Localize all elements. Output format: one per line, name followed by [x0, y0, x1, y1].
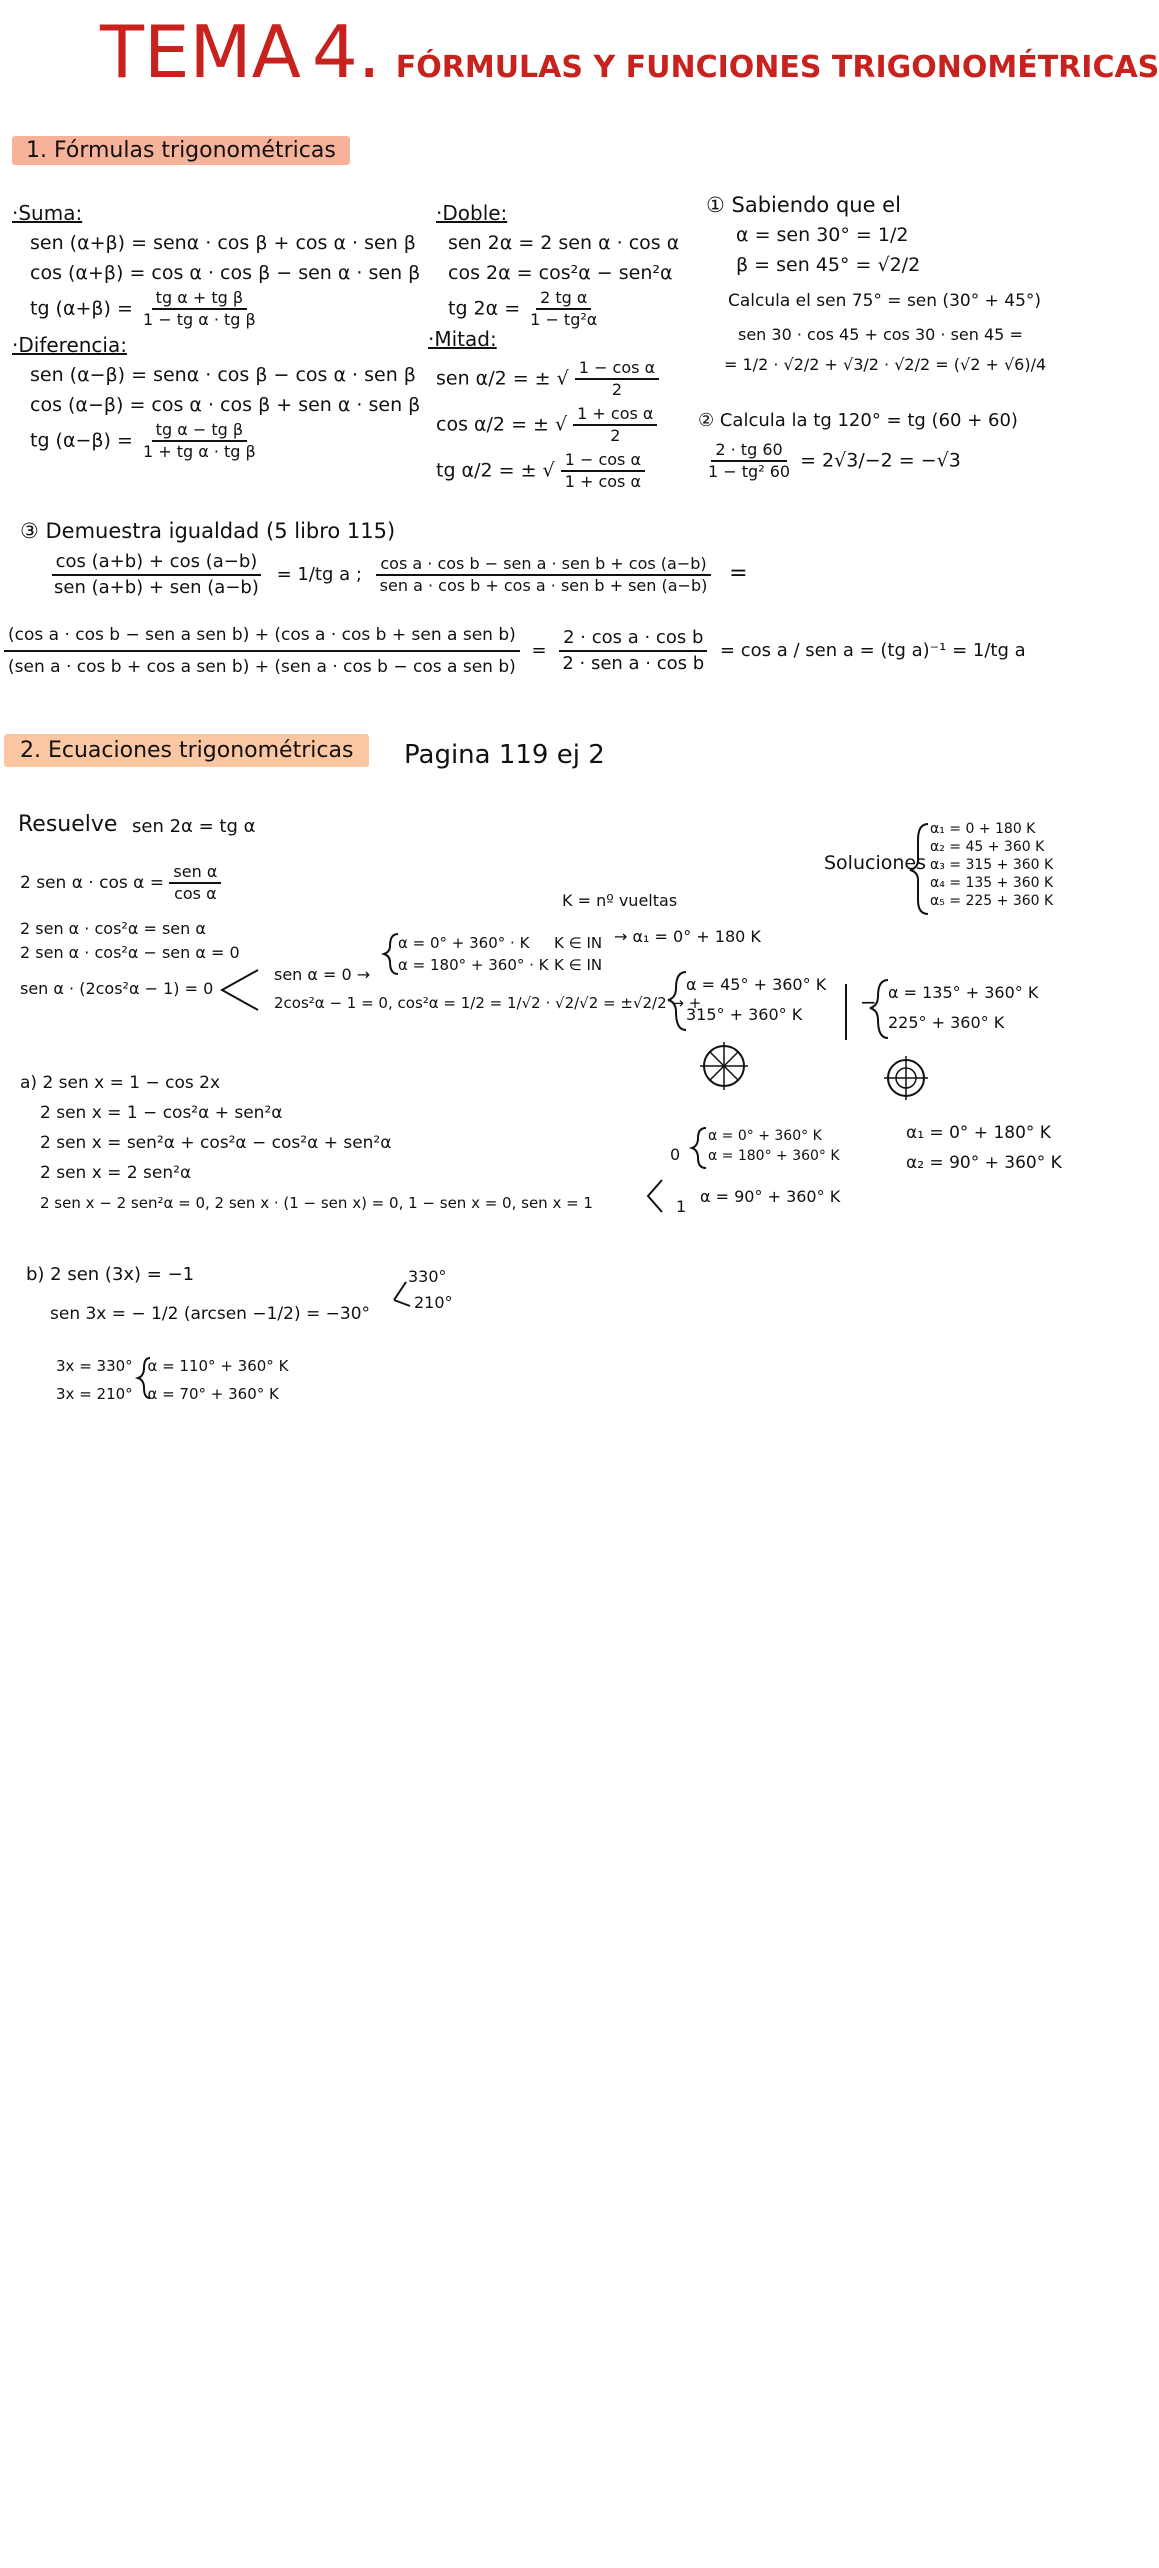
suma-line2: cos (α+β) = cos α · cos β − sen α · sen β [30, 262, 421, 284]
step1-fraction [169, 862, 221, 904]
branch2-minus: − [860, 990, 877, 1014]
ex3-lhs-rhs: = 1/tg a ; [276, 564, 362, 585]
step1-den: cos α [174, 884, 217, 903]
part-a-zero-sol2: α = 180° + 360° K [708, 1148, 840, 1164]
diferencia-label: ·Diferencia: [12, 333, 127, 357]
soluciones-list [930, 820, 1053, 910]
ex2-num: 2 · tg 60 [711, 440, 786, 462]
suma-tg-num: tg α + tg β [152, 288, 247, 310]
part-a-zero-sol1: α = 0° + 360° K [708, 1128, 822, 1144]
resuelve-step1 [20, 862, 221, 904]
kin-2: K ∈ IN [554, 956, 603, 974]
solucion-item: α₄ = 135 + 360 K [930, 875, 1054, 891]
solucion-item: α₂ = 45 + 360 K [930, 839, 1045, 855]
branch2-sol4: 225° + 360° K [888, 1013, 1005, 1032]
diferencia-tg-den: 1 + tg α · tg β [142, 442, 256, 461]
part-b-3x-330: 3x = 330° [56, 1357, 133, 1375]
step1-num: sen α [169, 862, 221, 884]
diferencia-tg-num: tg α − tg β [152, 420, 247, 442]
ex2-fraction [704, 440, 794, 482]
doble-line3-left: tg 2α = [448, 297, 521, 320]
mitad-line3 [436, 450, 659, 492]
branch2-solutions [686, 970, 826, 1030]
part-a-zero-solutions [708, 1126, 840, 1166]
part-b-line2: sen 3x = − 1/2 (arcsen −1/2) = −30° [50, 1304, 371, 1324]
diferencia-line2: cos (α−β) = cos α · cos β + sen α · sen β [30, 394, 421, 416]
mitad-tg-left: tg α/2 = ± √ [436, 459, 555, 482]
mitad-sen-num: 1 − cos α [575, 358, 659, 380]
suma-line1: sen (α+β) = senα · cos β + cos α · sen β [30, 232, 416, 254]
step1-left: 2 sen α · cos α = [20, 873, 164, 893]
part-a-result2: α₂ = 90° + 360° K [906, 1153, 1062, 1173]
title-tema: TEMA [100, 10, 301, 94]
ex3-lhs-den: sen (a+b) + sen (a−b) [54, 577, 259, 598]
mitad-label: ·Mitad: [428, 327, 497, 351]
part-a-line4: 2 sen x = 2 sen²α [40, 1163, 192, 1183]
unit-circle-sketch-2 [884, 1056, 928, 1100]
mitad-sen-den: 2 [611, 380, 623, 399]
branch2-sol2: 315° + 360° K [686, 1005, 803, 1024]
ex3-r-num: 2 · cos a · cos b [559, 626, 707, 652]
ex1-line3: β = sen 45° = √2/2 [736, 254, 921, 276]
branch1-sol1: α = 0° + 360° · K [398, 934, 530, 952]
ex1-line6: = 1/2 · √2/2 + √3/2 · √2/2 = (√2 + √6)/4 [724, 355, 1047, 374]
mitad-cos-left: cos α/2 = ± √ [436, 413, 568, 436]
doble-tg-num: 2 tg α [536, 288, 591, 310]
ex3-r-rest: = cos a / sen a = (tg a)⁻¹ = 1/tg a [719, 640, 1026, 661]
ex3-exp-num: cos a · cos b − sen a · sen b + cos (a−b) [376, 554, 710, 576]
mitad-cos-den: 2 [610, 426, 621, 445]
resuelve-step3: 2 sen α · cos²α − sen α = 0 [20, 943, 240, 962]
part-a-line2: 2 sen x = 1 − cos²α + sen²α [40, 1103, 283, 1123]
ex1-line5: sen 30 · cos 45 + cos 30 · sen 45 = [738, 325, 1023, 344]
suma-block [12, 198, 420, 330]
part-b-line1: b) 2 sen (3x) = −1 [26, 1264, 195, 1285]
ex3-big-fraction [4, 620, 520, 682]
solucion-item: α₃ = 315 + 360 K [930, 857, 1054, 873]
part-a-block [20, 1068, 593, 1218]
ex1-line2: α = sen 30° = 1/2 [736, 224, 909, 246]
part-a-line3: 2 sen x = sen²α + cos²α − cos²α + sen²α [40, 1133, 392, 1153]
exercise3-line2 [50, 550, 748, 600]
part-a-one-solution: α = 90° + 360° K [700, 1187, 841, 1206]
suma-tg-den: 1 − tg α · tg β [142, 310, 256, 329]
suma-line3-left: tg (α+β) = [30, 297, 133, 320]
doble-tg-den: 1 − tg²α [530, 310, 598, 329]
ex2-den: 1 − tg² 60 [708, 462, 791, 481]
exercise3-line3 [4, 620, 1026, 682]
ex3-exp-den: sen a · cos b + cos a · sen b + sen (a−b) [379, 576, 708, 595]
branch2-sol3: α = 135° + 360° K [888, 983, 1039, 1002]
section2-heading: 2. Ecuaciones trigonométricas [4, 734, 369, 767]
mitad-line1 [436, 358, 659, 400]
mitad-tg-fraction [561, 450, 645, 492]
part-b-angle2: 210° [414, 1293, 453, 1312]
part-b-sol1: α = 110° + 360° K [147, 1357, 289, 1375]
part-b-sol2: α = 70° + 360° K [147, 1385, 279, 1403]
part-a-zero-brace [692, 1128, 706, 1168]
ex3-eq: = [729, 561, 748, 586]
branch2-sol1: α = 45° + 360° K [686, 975, 827, 994]
title-rest: FÓRMULAS Y FUNCIONES TRIGONOMÉTRICAS [395, 50, 1159, 85]
step4-branch-bracket [222, 970, 258, 1010]
ex2-rest: = 2√3/−2 = −√3 [800, 449, 961, 472]
section1-heading: 1. Fórmulas trigonométricas [12, 136, 350, 165]
resuelve-equation: sen 2α = tg α [132, 816, 256, 837]
mitad-sen-fraction [575, 358, 659, 400]
k-note: K = nº vueltas [562, 891, 678, 910]
part-a-one: 1 [676, 1197, 687, 1216]
suma-tg-fraction [139, 288, 260, 330]
part-b-solutions [56, 1352, 288, 1408]
exercise1-block [706, 190, 1046, 380]
ex3-lhs-num: cos (a+b) + cos (a−b) [52, 550, 262, 576]
doble-block [436, 198, 679, 330]
part-a-bracket [648, 1180, 662, 1212]
part-b-3x-210: 3x = 210° [56, 1385, 133, 1403]
mitad-line2 [436, 404, 659, 446]
diferencia-tg-fraction [139, 420, 260, 462]
diferencia-line1: sen (α−β) = senα · cos β − cos α · sen β [30, 364, 416, 386]
ex3-result-fraction [558, 626, 708, 676]
part-a-line5: 2 sen x − 2 sen²α = 0, 2 sen x · (1 − sen x) = 0, 1 − sen x = 0, sen x = 1 [40, 1194, 593, 1212]
title-number: 4. [311, 10, 381, 94]
diferencia-line3-left: tg (α−β) = [30, 429, 133, 452]
part-a-line1: a) 2 sen x = 1 − cos 2x [20, 1073, 221, 1093]
soluciones-label: Soluciones [824, 852, 926, 874]
suma-label: ·Suma: [12, 201, 83, 225]
solucion-item: α₅ = 225 + 360 K [930, 893, 1054, 909]
page-reference: Pagina 119 ej 2 [404, 740, 605, 770]
part-a-results [906, 1118, 1062, 1178]
ex3-eq2: = [531, 640, 547, 661]
doble-label: ·Doble: [436, 201, 508, 225]
unit-circle-sketch-1 [700, 1042, 748, 1090]
resuelve-step4: sen α · (2cos²α − 1) = 0 [20, 979, 214, 998]
mitad-sen-left: sen α/2 = ± √ [436, 367, 569, 390]
ex2-line2 [704, 440, 1018, 482]
mitad-block [428, 324, 659, 492]
kin-1: K ∈ IN [554, 934, 603, 952]
doble-line1: sen 2α = 2 sen α · cos α [448, 232, 680, 254]
exercise2-block [698, 406, 1018, 482]
diferencia-block [12, 330, 420, 462]
mitad-cos-num: 1 + cos α [573, 404, 657, 426]
part-a-zero: 0 [670, 1145, 681, 1164]
part-b-angle1: 330° [408, 1267, 447, 1286]
solucion-item: α₁ = 0 + 180 K [930, 821, 1036, 837]
ex3-r-den: 2 · sen a · cos b [562, 653, 705, 674]
ex2-line1: ② Calcula la tg 120° = tg (60 + 60) [698, 410, 1018, 431]
ex1-line4: Calcula el sen 75° = sen (30° + 45°) [728, 291, 1042, 311]
ex3-big-num: (cos a · cos b − sen a sen b) + (cos a · cos b + sen a sen b) [4, 620, 520, 652]
ex3-exp-fraction [376, 554, 712, 596]
branch1-brace [384, 934, 398, 974]
ex1-line1: ① Sabiendo que el [706, 193, 901, 217]
suma-line3 [30, 288, 420, 330]
mitad-tg-den: 1 + cos α [564, 472, 641, 491]
part-a-result1: α₁ = 0° + 180° K [906, 1123, 1051, 1143]
branch1-start: sen α = 0 → [274, 965, 371, 984]
mitad-tg-num: 1 − cos α [561, 450, 645, 472]
doble-line2: cos 2α = cos²α − sen²α [448, 262, 673, 284]
branch2-start: 2cos²α − 1 = 0, cos²α = 1/2 = 1/√2 · √2/√2 = ±√2/2 → + [274, 994, 702, 1012]
branch1-solutions [398, 932, 549, 976]
branch2-neg-solutions [888, 978, 1038, 1038]
branch1-sol2: α = 180° + 360° · K [398, 956, 549, 974]
mitad-cos-fraction [573, 404, 657, 446]
diferencia-line3 [30, 420, 420, 462]
page-title [100, 10, 1159, 94]
kin-block [554, 932, 602, 976]
part-b-row1 [56, 1352, 288, 1380]
branch1-result: → α₁ = 0° + 180 K [614, 927, 761, 946]
ex3-lhs-fraction [50, 550, 263, 600]
part-b-row2 [56, 1380, 288, 1408]
resuelve-label: Resuelve [18, 812, 118, 837]
exercise3-title: ③ Demuestra igualdad (5 libro 115) [20, 519, 396, 543]
resuelve-step2: 2 sen α · cos²α = sen α [20, 919, 206, 938]
ex3-big-den: (sen a · cos b + cos a sen b) + (sen a · cos b − cos a sen b) [8, 657, 516, 677]
